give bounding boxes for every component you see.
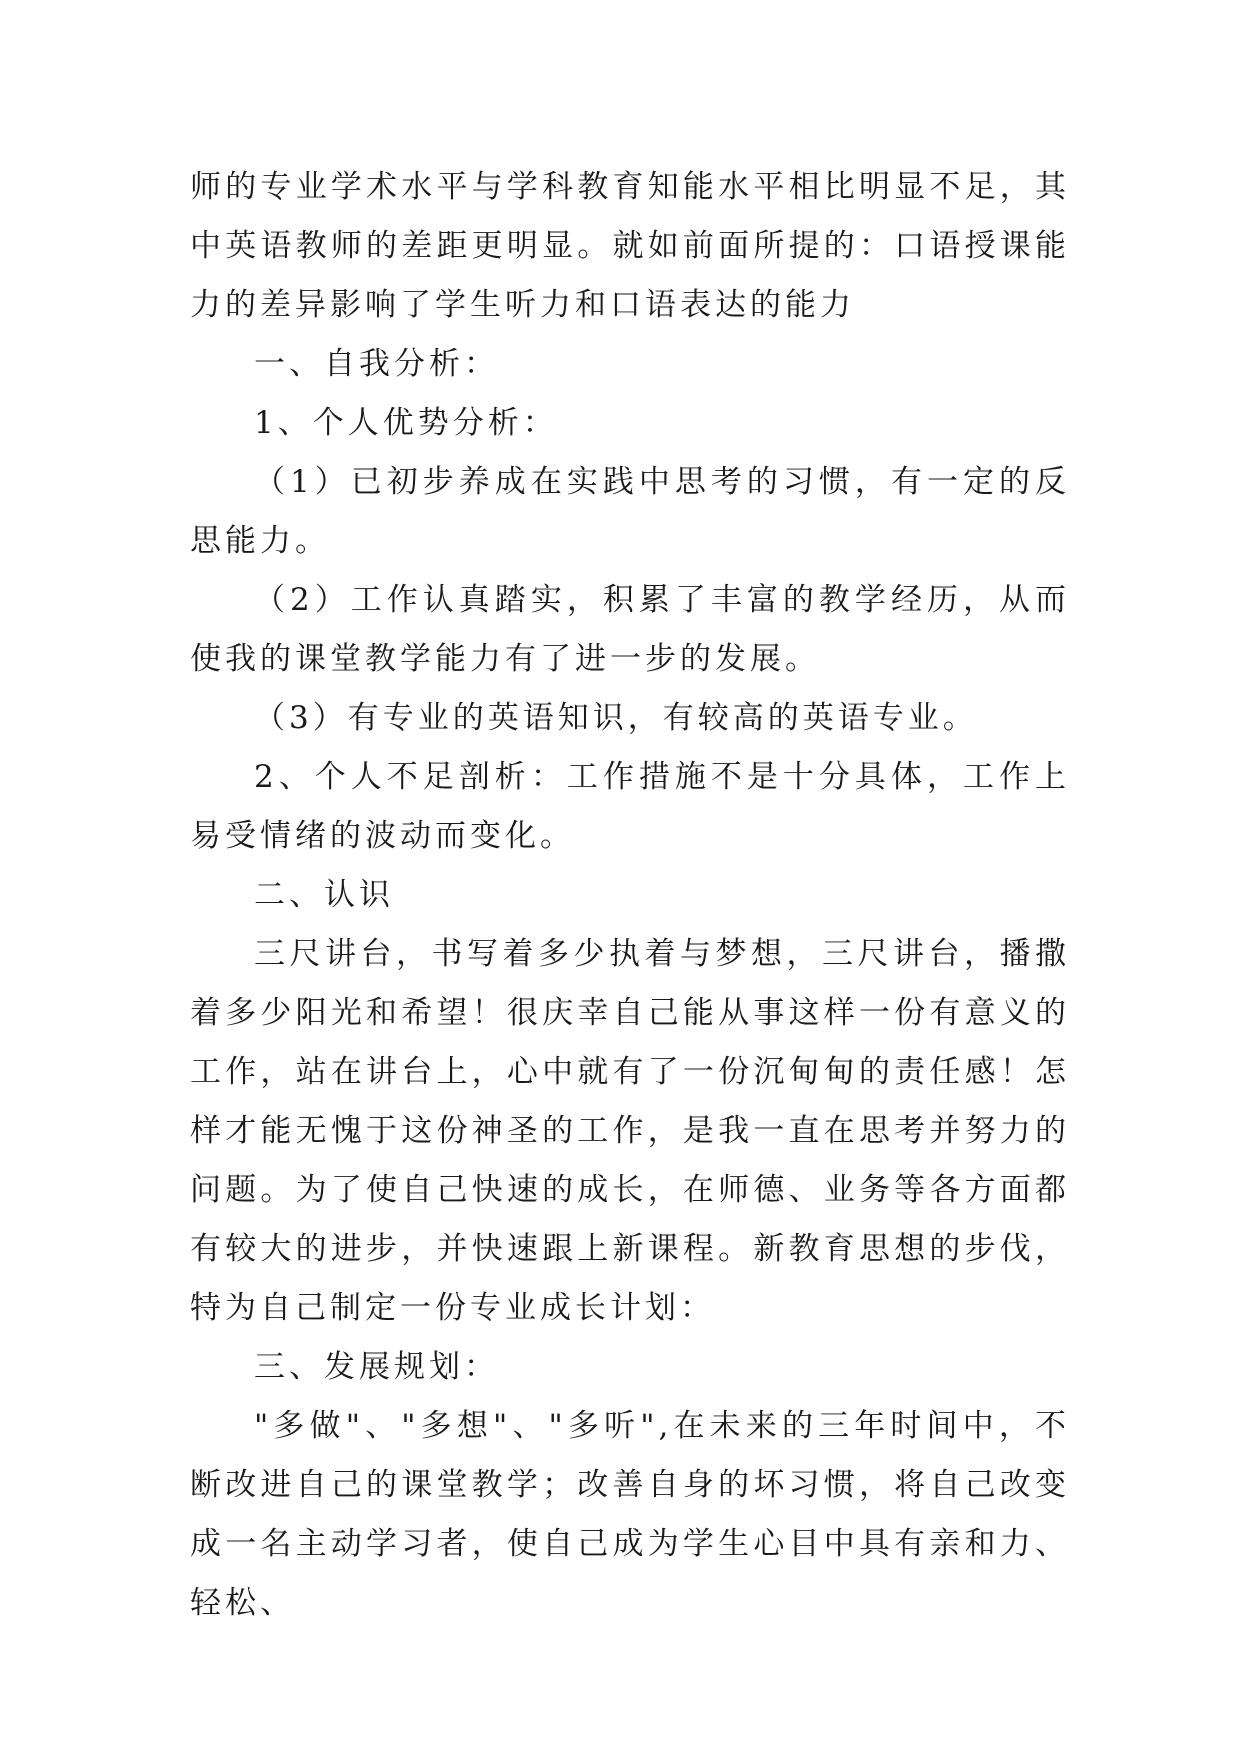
heading-development-plan: 三、发展规划： bbox=[254, 1349, 499, 1385]
heading-understanding: 二、认识 bbox=[254, 877, 394, 913]
strength-item-3: （3）有专业的英语知识，有较高的英语专业。 bbox=[254, 700, 978, 736]
personal-weakness-paragraph: 2、个人不足剖析：工作措施不是十分具体，工作上易受情绪的波动而变化。 bbox=[190, 759, 1070, 854]
understanding-paragraph: 三尺讲台，书写着多少执着与梦想，三尺讲台，播撒着多少阳光和希望！很庆幸自己能从事这样一份有意义的工作，站在讲台上，心中就有了一份沉甸甸的责任感！怎样才能无愧于这份神圣的工作，是我一直在思考并努力的问题。为了使自己快速的成长，在师德、业务等各方面都有较大的进步，并快速跟上新课程。新教育思想的步伐，特为自己制定一份专业成长计划： bbox=[190, 936, 1070, 1326]
strength-item-2: （2）工作认真踏实，积累了丰富的教学经历，从而使我的课堂教学能力有了进一步的发展。 bbox=[190, 582, 1070, 677]
strength-item-1: （1）已初步养成在实践中思考的习惯，有一定的反思能力。 bbox=[190, 464, 1070, 559]
document-body bbox=[190, 158, 1070, 1633]
development-plan-paragraph: "多做"、"多想"、"多听",在未来的三年时间中，不断改进自己的课堂教学；改善自身的坏习惯，将自己改变成一名主动学习者，使自己成为学生心目中具有亲和力、轻松、 bbox=[190, 1408, 1070, 1621]
heading-self-analysis: 一、自我分析： bbox=[254, 346, 499, 382]
heading-personal-strengths: 1、个人优势分析： bbox=[254, 405, 558, 441]
paragraph-continuation: 师的专业学术水平与学科教育知能水平相比明显不足，其中英语教师的差距更明显。就如前面所提的：口语授课能力的差异影响了学生听力和口语表达的能力 bbox=[190, 169, 1070, 323]
